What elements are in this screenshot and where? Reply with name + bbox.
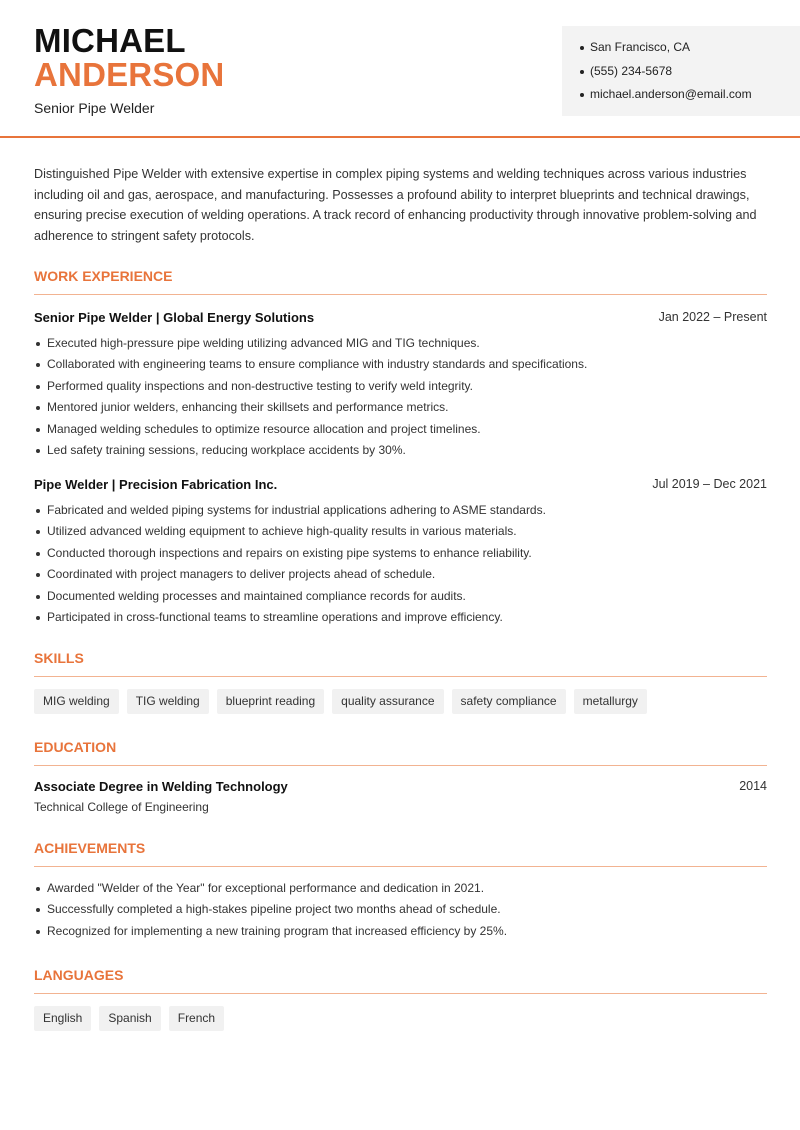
section-divider: [34, 765, 767, 766]
section-title-work: WORK EXPERIENCE: [34, 268, 173, 284]
job-header: [34, 310, 767, 325]
skill-tag: quality assurance: [332, 689, 443, 714]
section-title-achievements: ACHIEVEMENTS: [34, 840, 146, 856]
list-item: Utilized advanced welding equipment to achieve high-quality results in various materials.: [34, 524, 767, 545]
section-title-languages: LANGUAGES: [34, 967, 124, 983]
resume-header: [0, 0, 800, 138]
job-dates: Jan 2022 – Present: [658, 310, 767, 324]
professional-summary: Distinguished Pipe Welder with extensive expertise in complex piping systems and welding techniques across various industries including oil and gas, aerospace, and manufacturing. Possesses a profound ability to interpret blueprints and technical drawings, ensuring precise execution of welding operations. A track record of enhancing productivity through innovative problem-solving and adherence to stringent safety protocols.: [34, 167, 757, 243]
candidate-name: [34, 24, 224, 92]
job-header: [34, 477, 767, 492]
job-bullets: [34, 503, 767, 631]
list-item: Executed high-pressure pipe welding utilizing advanced MIG and TIG techniques.: [34, 336, 767, 357]
language-tag: French: [169, 1006, 224, 1031]
list-item: Fabricated and welded piping systems for industrial applications adhering to ASME standards.: [34, 503, 767, 524]
list-item: Conducted thorough inspections and repairs on existing pipe systems to enhance reliability.: [34, 546, 767, 567]
job-dates: Jul 2019 – Dec 2021: [652, 477, 767, 491]
list-item: Performed quality inspections and non-destructive testing to verify weld integrity.: [34, 379, 767, 400]
job-bullets: [34, 336, 767, 464]
skill-tag: MIG welding: [34, 689, 119, 714]
education-degree: Associate Degree in Welding Technology: [34, 779, 288, 794]
skill-tag: blueprint reading: [217, 689, 324, 714]
list-item: Participated in cross-functional teams to streamline operations and improve efficiency.: [34, 610, 767, 631]
list-item: Recognized for implementing a new training program that increased efficiency by 25%.: [34, 924, 767, 945]
language-tag: Spanish: [99, 1006, 160, 1031]
list-item: Awarded "Welder of the Year" for exceptional performance and dedication in 2021.: [34, 881, 767, 902]
languages-list: [34, 1006, 224, 1031]
list-item: Coordinated with project managers to deliver projects ahead of schedule.: [34, 567, 767, 588]
contact-box: [562, 26, 800, 116]
list-item: Documented welding processes and maintained compliance records for audits.: [34, 589, 767, 610]
job-title-company: Senior Pipe Welder | Global Energy Solutions: [34, 310, 315, 325]
language-tag: English: [34, 1006, 91, 1031]
list-item: Successfully completed a high-stakes pipeline project two months ahead of schedule.: [34, 902, 767, 923]
list-item: Managed welding schedules to optimize resource allocation and project timelines.: [34, 422, 767, 443]
section-divider: [34, 294, 767, 295]
job-title-company: Pipe Welder | Precision Fabrication Inc.: [34, 477, 278, 492]
last-name: ANDERSON: [34, 56, 225, 93]
section-divider: [34, 866, 767, 867]
education-year: 2014: [739, 779, 767, 793]
contact-email: michael.anderson@email.com: [580, 87, 800, 111]
contact-phone: (555) 234-5678: [580, 64, 800, 88]
contact-location: San Francisco, CA: [580, 40, 800, 64]
skill-tag: metallurgy: [574, 689, 647, 714]
section-title-education: EDUCATION: [34, 739, 117, 755]
skills-list: [34, 689, 647, 714]
education-school: Technical College of Engineering: [34, 800, 209, 814]
list-item: Led safety training sessions, reducing workplace accidents by 30%.: [34, 443, 767, 464]
achievements-list: [34, 881, 767, 945]
section-title-skills: SKILLS: [34, 650, 84, 666]
section-divider: [34, 993, 767, 994]
skill-tag: safety compliance: [452, 689, 566, 714]
skill-tag: TIG welding: [127, 689, 209, 714]
list-item: Collaborated with engineering teams to ensure compliance with industry standards and specifications.: [34, 357, 767, 378]
list-item: Mentored junior welders, enhancing their skillsets and performance metrics.: [34, 400, 767, 421]
first-name: MICHAEL: [34, 22, 186, 59]
job-title: Senior Pipe Welder: [34, 100, 155, 116]
section-divider: [34, 676, 767, 677]
